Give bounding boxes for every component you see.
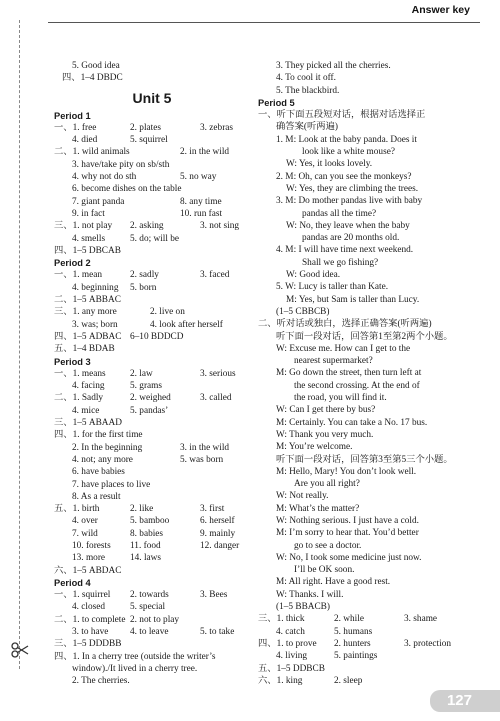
answer-text: 2. M: Oh, can you see the monkeys? (276, 171, 412, 182)
answer-text: Period 4 (54, 577, 91, 588)
answer-text: 5. paintings (334, 651, 378, 662)
answer-text: W: No, I took some medicine just now. (276, 552, 422, 563)
answer-text: 2. towards (130, 590, 169, 601)
answer-text: 四、1–4 DBDC (62, 73, 123, 84)
answer-line (54, 417, 250, 429)
answer-line (54, 294, 250, 306)
answer-text: 5. The blackbird. (276, 85, 340, 96)
answer-line (258, 552, 480, 564)
answer-text: W: Nothing serious. I just have a cold. (276, 515, 419, 526)
period-heading (54, 356, 250, 368)
answer-text: 2. while (334, 614, 364, 625)
period-heading (54, 110, 250, 122)
answer-line (258, 85, 480, 97)
answer-text: 10. run fast (180, 208, 223, 219)
answer-text: 3. first (200, 504, 225, 515)
answer-text: M: Yes, but Sam is taller than Lucy. (286, 294, 420, 305)
answer-line (258, 441, 480, 453)
answer-line (258, 454, 480, 466)
answer-line (54, 392, 250, 404)
answer-line (54, 626, 250, 638)
answer-line (54, 552, 250, 564)
answer-line (258, 121, 480, 133)
answer-text: 8. any time (180, 196, 222, 207)
header-divider (48, 22, 480, 23)
answer-line (54, 503, 250, 515)
answer-line (258, 564, 480, 576)
answer-text: 3. zebras (200, 122, 234, 133)
answer-text: pandas are 20 months old. (302, 233, 400, 244)
answer-text: 3. in the wild (180, 442, 230, 453)
answer-line (258, 540, 480, 552)
answer-line (54, 72, 250, 84)
answer-text: 二、1. Sadly (54, 393, 104, 404)
answer-text: 四、1–5 DBCAB (54, 245, 121, 256)
answer-text: M: What’s the matter? (276, 503, 360, 514)
answer-text: the road, you will find it. (294, 393, 387, 404)
answer-text: I’ll be OK soon. (294, 565, 355, 576)
answer-line (258, 195, 480, 207)
answer-line (258, 650, 480, 662)
answer-line (54, 601, 250, 613)
answer-line (258, 171, 480, 183)
answer-text: 5. to take (200, 627, 235, 638)
answer-text: 2. The cherries. (72, 676, 130, 687)
answer-text: 3. protection (404, 638, 451, 649)
answer-text: 二、听对话或独白，选择正确答案(听两遍) (258, 319, 432, 330)
answer-text: M: Certainly. You can take a No. 17 bus. (276, 417, 428, 428)
answer-line (54, 466, 250, 478)
answer-text: 六、1–5 ABDAC (54, 565, 122, 576)
answer-line (54, 245, 250, 257)
answer-text: 3. serious (200, 368, 236, 379)
answer-line (258, 232, 480, 244)
answer-text: 3. shame (404, 614, 438, 625)
answer-text: 13. more (72, 553, 106, 564)
answer-line (258, 490, 480, 502)
answer-line (258, 404, 480, 416)
answer-text: 5. squirrel (130, 135, 168, 146)
answer-text: nearest supermarket? (294, 356, 373, 367)
answer-line (54, 638, 250, 650)
answer-line (258, 380, 480, 392)
answer-line (54, 429, 250, 441)
answer-line (258, 60, 480, 72)
answer-text: 1. M: Look at the baby panda. Does it (276, 134, 417, 145)
answer-line (54, 159, 250, 171)
answer-line (54, 380, 250, 392)
answer-text: 3. have/take pity on sb/sth (72, 159, 170, 170)
answer-line (54, 183, 250, 195)
scissors-icon (10, 640, 30, 660)
answer-line (54, 306, 250, 318)
answer-text: 二、1. to complete (54, 614, 126, 625)
answer-line (258, 281, 480, 293)
answer-text: 一、1. means (54, 368, 106, 379)
answer-text: 3. They picked all the cherries. (276, 61, 391, 71)
answer-line (258, 663, 480, 675)
answer-text: Period 3 (54, 356, 91, 367)
answer-text: 5. special (130, 602, 166, 613)
answer-line (258, 244, 480, 256)
answer-text: 4. M: I will have time next weekend. (276, 245, 414, 256)
answer-text: W: Not really. (276, 491, 329, 502)
answer-text: 5. W: Lucy is taller than Kate. (276, 282, 389, 293)
page-header-title: Answer key (411, 4, 470, 16)
answer-text: 3. not sing (200, 221, 239, 232)
answer-line (54, 454, 250, 466)
answer-line (54, 528, 250, 540)
answer-line (54, 491, 250, 503)
answer-text: 9. in fact (72, 208, 105, 219)
answer-text: 11. food (130, 540, 161, 551)
answer-text: 四、1. to prove (258, 638, 317, 649)
answer-line (258, 355, 480, 367)
answer-line (258, 343, 480, 355)
period-heading (54, 257, 250, 269)
answer-text: 听下面一段对话，回答第3至第5三个小题。 (276, 454, 453, 465)
answer-text: W: Thank you very much. (276, 429, 374, 440)
answer-line (54, 405, 250, 417)
answer-text: 五、1. birth (54, 504, 100, 515)
answer-line (54, 515, 250, 527)
answer-text: 四、1–5 ADBAC (54, 331, 122, 342)
answer-text: 6. have babies (72, 467, 125, 478)
answer-line (54, 269, 250, 281)
answer-text: 3. called (200, 393, 232, 404)
answer-line (258, 220, 480, 232)
answer-text: 三、1. thick (258, 614, 305, 625)
answer-line (258, 466, 480, 478)
answer-line (258, 257, 480, 269)
answer-text: Shall we go fishing? (302, 257, 379, 268)
answer-text: 12. danger (200, 540, 240, 551)
answer-line (54, 675, 250, 687)
answer-text: 二、1. wild animals (54, 147, 130, 158)
answer-line (258, 417, 480, 429)
answer-text: 5. humans (334, 626, 373, 637)
answer-line (258, 306, 480, 318)
answer-line (258, 331, 480, 343)
answer-line (258, 601, 480, 613)
answer-line (258, 208, 480, 220)
answer-text: W: Yes, they are climbing the trees. (286, 183, 419, 194)
answer-line (258, 158, 480, 170)
answer-line (54, 171, 250, 183)
answer-text: 4. catch (276, 626, 305, 637)
answer-line (54, 479, 250, 491)
answer-line (258, 576, 480, 588)
unit-title (54, 88, 250, 108)
answer-text: 4. closed (72, 602, 106, 613)
answer-text: 4. beginning (72, 282, 119, 293)
right-column (258, 60, 480, 687)
answer-text: 2. plates (130, 122, 161, 133)
answer-text: 4. over (72, 516, 98, 527)
answer-text: 4. To cool it off. (276, 73, 336, 84)
answer-text: 5. Good idea (72, 61, 120, 71)
answer-text: Period 2 (54, 258, 91, 269)
answer-text: 8. babies (130, 528, 164, 539)
answer-text: 一、听下面五段短对话，根据对话选择正 (258, 110, 426, 121)
answer-text: 2. weighed (130, 393, 171, 404)
period-heading (258, 97, 480, 109)
answer-text: (1–5 BBACB) (276, 602, 330, 613)
answer-text: 4. smells (72, 233, 106, 244)
answer-text: 5. grams (130, 381, 163, 392)
answer-text: 7. giant panda (72, 196, 125, 207)
answer-text: 2. In the beginning (72, 442, 143, 453)
answer-text: 5. no way (180, 172, 217, 183)
answer-text: window)./It lived in a cherry tree. (72, 663, 198, 674)
answer-line (258, 146, 480, 158)
answer-line (258, 515, 480, 527)
answer-text: W: Yes, it looks lovely. (286, 159, 373, 170)
answer-text: 三、1–5 DDDBB (54, 639, 122, 650)
answer-line (258, 294, 480, 306)
answer-text: 8. As a result (72, 491, 121, 502)
answer-line (258, 109, 480, 121)
unit-title-text: Unit 5 (132, 89, 172, 106)
answer-text: Are you all right? (294, 479, 360, 490)
answer-text: 7. wild (72, 528, 98, 539)
answer-text: 6. herself (200, 516, 235, 527)
answer-text: 7. have places to live (72, 479, 151, 490)
answer-text: 确答案(听两遍) (276, 122, 338, 133)
answer-line (54, 220, 250, 232)
answer-line (54, 233, 250, 245)
answer-text: 三、1–5 ABAAD (54, 418, 122, 429)
answer-text: 2. sleep (334, 675, 363, 686)
answer-line (54, 60, 250, 72)
answer-text: 4. facing (72, 381, 105, 392)
answer-line (258, 367, 480, 379)
answer-text: Period 5 (258, 97, 295, 108)
answer-text: 2. like (130, 504, 154, 515)
answer-text: 五、1–4 BDAB (54, 344, 115, 355)
answer-text: 4. why not do sth (72, 172, 137, 183)
answer-text: 2. law (130, 368, 153, 379)
answer-text: 听下面一段对话，回答第1至第2两个小题。 (276, 331, 453, 342)
answer-text: 5. bamboo (130, 516, 170, 527)
answer-text: W: Thanks. I will. (276, 589, 344, 600)
answer-text: 5. pandas’ (130, 405, 169, 416)
answer-line (258, 318, 480, 330)
answer-line (54, 331, 250, 343)
answer-line (258, 675, 480, 687)
answer-text: 五、1–5 DDBCB (258, 663, 325, 674)
answer-text: 2. in the wild (180, 147, 230, 158)
answer-text: 9. mainly (200, 528, 236, 539)
answer-line (54, 589, 250, 601)
answer-text: W: Good idea. (286, 270, 341, 281)
answer-text: 四、1. for the first time (54, 430, 143, 441)
answer-text: 2. sadly (130, 270, 159, 281)
answer-line (258, 429, 480, 441)
answer-line (258, 392, 480, 404)
answer-line (258, 503, 480, 515)
answer-line (54, 208, 250, 220)
answer-text: the second crossing. At the end of (294, 380, 420, 391)
answer-text: M: Hello, Mary! You don’t look well. (276, 466, 417, 477)
answer-text: 14. laws (130, 553, 161, 564)
answer-line (258, 269, 480, 281)
answer-text: 2. asking (130, 221, 164, 232)
answer-text: 3. was; born (72, 319, 118, 330)
answer-text: 一、1. squirrel (54, 590, 111, 601)
answer-text: 二、1–5 ABBAC (54, 295, 121, 306)
answer-line (54, 134, 250, 146)
answer-line (54, 282, 250, 294)
answer-line (54, 540, 250, 552)
answer-line (258, 613, 480, 625)
answer-text: Period 1 (54, 110, 91, 121)
answer-line (54, 368, 250, 380)
answer-text: go to see a doctor. (294, 540, 362, 551)
answer-text: 4. died (72, 135, 98, 146)
answer-text: 三、1. not play (54, 221, 113, 232)
answer-text: 3. to have (72, 627, 109, 638)
answer-text: 四、1. In a cherry tree (outside the writer’s (54, 651, 216, 662)
answer-text: (1–5 CBBCB) (276, 306, 330, 317)
answer-text: 5. do; will be (130, 233, 180, 244)
answer-line (54, 663, 250, 675)
answer-text: look like a white mouse? (302, 147, 395, 158)
answer-text: M: You’re welcome. (276, 442, 353, 453)
answer-text: 4. not; any more (72, 454, 133, 465)
cut-line (19, 20, 20, 669)
left-column (54, 60, 250, 688)
answer-text: 5. was born (180, 454, 224, 465)
answer-line (54, 651, 250, 663)
answer-line (54, 196, 250, 208)
answer-text: 4. look after herself (150, 319, 223, 330)
answer-line (54, 146, 250, 158)
answer-text: M: All right. Have a good rest. (276, 577, 391, 588)
answer-text: 2. not to play (130, 614, 180, 625)
answer-text: W: Can I get there by bus? (276, 405, 376, 416)
answer-line (54, 442, 250, 454)
answer-text: M: Go down the street, then turn left at (276, 368, 422, 379)
answer-line (258, 72, 480, 84)
answer-text: 2. hunters (334, 638, 371, 649)
answer-line (258, 638, 480, 650)
answer-text: 6. become dishes on the table (72, 184, 182, 195)
answer-text: 4. living (276, 651, 307, 662)
answer-text: 5. born (130, 282, 157, 293)
page-number: 127 (446, 692, 472, 709)
answer-text: 六、1. king (258, 675, 303, 686)
answer-line (258, 478, 480, 490)
answer-text: M: I’m sorry to hear that. You’d better (276, 528, 419, 539)
answer-line (258, 183, 480, 195)
answer-line (54, 565, 250, 577)
answer-text: 3. faced (200, 270, 230, 281)
answer-text: 3. M: Do mother pandas live with baby (276, 196, 423, 207)
answer-line (54, 343, 250, 355)
answer-text: W: Excuse me. How can I get to the (276, 343, 411, 354)
answer-line (258, 589, 480, 601)
answer-text: 10. forests (72, 540, 111, 551)
answer-text: pandas all the time? (302, 208, 377, 219)
answer-text: 一、1. mean (54, 270, 103, 281)
answer-text: 4. mice (72, 405, 100, 416)
answer-text: 2. live on (150, 307, 185, 318)
answer-line (54, 614, 250, 626)
answer-text: W: No, they leave when the baby (286, 220, 410, 231)
answer-text: 4. to leave (130, 627, 169, 638)
answer-line (258, 134, 480, 146)
answer-line (54, 319, 250, 331)
answer-text: 三、1. any more (54, 307, 117, 318)
period-heading (54, 577, 250, 589)
answer-text: 6–10 BDDCD (130, 331, 184, 342)
answer-line (54, 122, 250, 134)
answer-line (258, 527, 480, 539)
answer-text: 一、1. free (54, 122, 97, 133)
answer-text: 3. Bees (200, 590, 228, 601)
answer-line (258, 626, 480, 638)
